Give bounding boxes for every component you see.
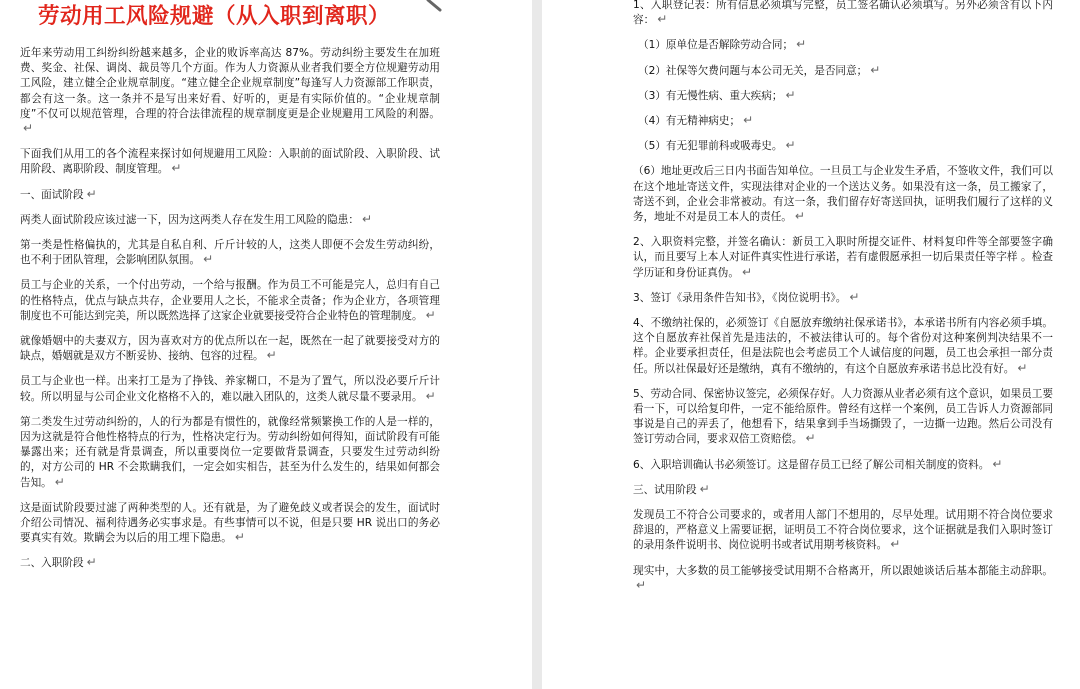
paragraph-return-icon: ↵ xyxy=(86,555,97,570)
paragraph-text: （2）社保等欠费问题与本公司无关，是否同意； xyxy=(638,64,868,77)
paragraph xyxy=(633,291,1053,306)
paragraph-text: （6）地址更改后三日内书面告知单位。一旦员工与企业发生矛盾，不签收文件，我们可以在这个地址寄送文件，实现法律对企业的一个送达义务。如果没有这一条，员工搬家了，寄送不到，企业会非常被动。有这一条，我们留存好寄送回执，证明我们履行了这样的义务，地址不对是员工本人的责任。 xyxy=(633,165,1053,224)
paragraph xyxy=(633,235,1053,281)
document-page-right xyxy=(542,0,1080,689)
paragraph xyxy=(633,139,1058,154)
paragraph-return-icon: ↵ xyxy=(266,348,277,363)
paragraph xyxy=(20,46,440,137)
document-title: 劳动用工风险规避（从入职到离职） xyxy=(38,4,391,29)
paragraph-text: （5）有无犯罪前科或吸毒史。 xyxy=(638,140,783,153)
paragraph-text: 3、签订《录用条件告知书》，《岗位说明书》。 xyxy=(633,291,847,304)
paragraph-text: 员工与企业也一样。出来打工是为了挣钱、养家糊口，不是为了置气，所以没必要斤斤计较。所以明显与公司企业文化格格不入的，难以融入团队的，这类人就尽量不要录用。 xyxy=(20,375,440,403)
section-heading xyxy=(20,188,440,203)
paragraph xyxy=(20,501,440,547)
paragraph-text: 这是面试阶段要过滤了两种类型的人。还有就是，为了避免歧义或者误会的发生，面试时介绍公司情况、福利待遇务必实事求是。有些事情可以不说，但是只要 HR 说出口的务必要真实有效。欺瞒会为以后的用工埋下隐患。 xyxy=(20,501,440,545)
paragraph-return-icon: ↵ xyxy=(203,252,214,267)
paragraph xyxy=(633,458,1053,473)
paragraph-text: （3）有无慢性病、重大疾病； xyxy=(638,89,783,102)
paragraph-return-icon: ↵ xyxy=(657,12,668,27)
paragraph-text: 员工与企业的关系，一个付出劳动，一个给与报酬。作为员工不可能是完人，总归有自己的性格特点，优点与缺点共存，企业要用人之长，不能求全责备；作为企业方，各项管理制度也不可能达到完美，所以既然选择了这家企业就要接受符合企业特色的管理制度。 xyxy=(20,279,440,322)
paragraph-return-icon: ↵ xyxy=(54,474,65,489)
paragraph-return-icon: ↵ xyxy=(425,307,436,322)
paragraph xyxy=(633,38,1058,53)
paragraph-return-icon: ↵ xyxy=(805,431,816,446)
paragraph-text: 三、试用阶段 xyxy=(633,483,697,496)
paragraph-return-icon: ↵ xyxy=(741,264,752,279)
paragraph xyxy=(633,64,1058,79)
paragraph xyxy=(20,213,440,228)
paragraph-return-icon: ↵ xyxy=(171,161,182,176)
paragraph-text: 2、入职资料完整，并签名确认：新员工入职时所提交证件、材料复印件等全部要签字确认，而且要写上本人对证件真实性进行承诺，若有虚假愿承担一切后果责任等字样 。检查学历证和身份证真伪。 xyxy=(633,236,1053,279)
paragraph xyxy=(633,316,1053,377)
paragraph-return-icon: ↵ xyxy=(796,37,807,52)
paragraph xyxy=(20,147,440,177)
paragraph-text: 两类人面试阶段应该过滤一下，因为这两类人存在发生用工风险的隐患： xyxy=(20,213,359,226)
pen-icon xyxy=(426,0,448,12)
paragraph-return-icon: ↵ xyxy=(785,87,796,102)
paragraph-text: （4）有无精神病史； xyxy=(638,115,741,128)
left-page-body xyxy=(20,46,532,572)
right-page-body xyxy=(633,0,1080,594)
paragraph-text: 现实中，大多数的员工能够接受试用期不合格离开，所以跟她谈话后基本都能主动辞职。 xyxy=(633,564,1053,577)
paragraph xyxy=(20,415,440,491)
paragraph xyxy=(633,564,1053,594)
paragraph-text: 近年来劳动用工纠纷纠纷越来越多，企业的败诉率高达 87%。劳动纠纷主要发生在加班费、奖金、社保、调岗、裁员等几个方面。作为人力资源从业者我们要全方位规避劳动用工风险，建立健全企业规章制度。“建立健全企业规章制度”每逢写人力资源部工作职责，都会有这一条。这一条并不是写出来好看、好听的，更是有实际价值的。“企业规章制度”不仅可以规范管理，合理的符合法律流程的规章制度更是企业规避用工风险的利器。 xyxy=(20,47,440,120)
paragraph-return-icon: ↵ xyxy=(699,481,710,496)
paragraph-return-icon: ↵ xyxy=(870,62,881,77)
paragraph xyxy=(633,114,1058,129)
paragraph xyxy=(633,387,1053,448)
paragraph-return-icon: ↵ xyxy=(362,211,373,226)
paragraph xyxy=(633,508,1053,554)
paragraph xyxy=(633,164,1053,225)
paragraph xyxy=(20,238,440,268)
paragraph-return-icon: ↵ xyxy=(636,577,647,592)
paragraph-text: 一、面试阶段 xyxy=(20,188,84,201)
paragraph-text: 1、入职登记表：所有信息必须填写完整，员工签名确认必须填写。另外必须含有以下内容： xyxy=(633,0,1053,27)
paragraph-text: 4、不缴纳社保的，必须签订《自愿放弃缴纳社保承诺书》，本承诺书所有内容必须手填。这个自愿放弃社保首先是违法的，不被法律认可的。每个省份对这种案例判决结果不一样。企业要承担责任，但是法院也会考虑员工个人诚信度的问题，员工也会承担一部分责任。所以社保最好还是缴纳，真有不缴纳的，有这个自愿放弃承诺书总比没有好。 xyxy=(633,317,1053,375)
paragraph-text: 二、入职阶段 xyxy=(20,557,84,570)
paragraph xyxy=(633,89,1058,104)
paragraph-return-icon: ↵ xyxy=(86,186,97,201)
paragraph-text: 第二类发生过劳动纠纷的，人的行为都是有惯性的，就像经常频繁换工作的人是一样的，因为这就是符合他性格特点的行为，性格决定行为。劳动纠纷如何得知，面试阶段有可能暴露出来；还有就是背景调查，所以重要岗位一定要做背景调查，只要发生过劳动纠纷的，对方公司的 HR 不会欺瞒我们，一定会如实相告，甚至为什么发生的，结果如何都会告知。 xyxy=(20,415,440,489)
section-heading xyxy=(20,556,440,571)
paragraph-return-icon: ↵ xyxy=(992,456,1003,471)
paragraph-text: 下面我们从用工的各个流程来探讨如何规避用工风险：入职前的面试阶段、入职阶段、试用阶段、离职阶段、制度管理。 xyxy=(20,148,440,176)
paragraph-text: 发现员工不符合公司要求的，或者用人部门不想用的，尽早处理。试用期不符合岗位要求辞退的，严格意义上需要证据，证明员工不符合岗位要求，这个证据就是我们入职时签订的录用条件说明书、岗位说明书或者试用期考核资料。 xyxy=(633,509,1053,552)
paragraph-return-icon: ↵ xyxy=(1017,360,1028,375)
paragraph-return-icon: ↵ xyxy=(890,537,901,552)
paragraph-return-icon: ↵ xyxy=(425,388,436,403)
paragraph-return-icon: ↵ xyxy=(794,209,805,224)
paragraph-text: 5、劳动合同、保密协议签完，必须保存好。人力资源从业者必须有这个意识，如果员工要看一下，可以给复印件，一定不能给原件。曾经有这样一个案例，员工告诉人力资源部同事说是自己的弄丢了，他想看下，结果拿到手当场撕毁了，一边撕一边跑。然后公司没有签订劳动合同，要求双倍工资赔偿。 xyxy=(633,387,1053,446)
paragraph-return-icon: ↵ xyxy=(23,121,34,136)
paragraph xyxy=(20,278,440,324)
paragraph-text: 6、入职培训确认书必须签订。这是留存员工已经了解公司相关制度的资料。 xyxy=(633,458,990,471)
paragraph-text: 就像婚姻中的夫妻双方，因为喜欢对方的优点所以在一起，既然在一起了就要接受对方的缺点，婚姻就是双方不断妥协、接纳、包容的过程。 xyxy=(20,335,440,363)
paragraph xyxy=(20,334,440,364)
paragraph xyxy=(633,0,1053,28)
paragraph-text: 第一类是性格偏执的，尤其是自私自利、斤斤计较的人，这类人即便不会发生劳动纠纷，也不利于团队管理，会影响团队氛围。 xyxy=(20,239,440,267)
document-page-left xyxy=(0,0,532,689)
section-heading xyxy=(633,483,1053,498)
paragraph-return-icon: ↵ xyxy=(234,530,245,545)
paragraph-text: （1）原单位是否解除劳动合同； xyxy=(638,39,794,52)
paragraph xyxy=(20,374,440,404)
paragraph-return-icon: ↵ xyxy=(849,289,860,304)
paragraph-return-icon: ↵ xyxy=(743,113,754,128)
paragraph-return-icon: ↵ xyxy=(785,138,796,153)
